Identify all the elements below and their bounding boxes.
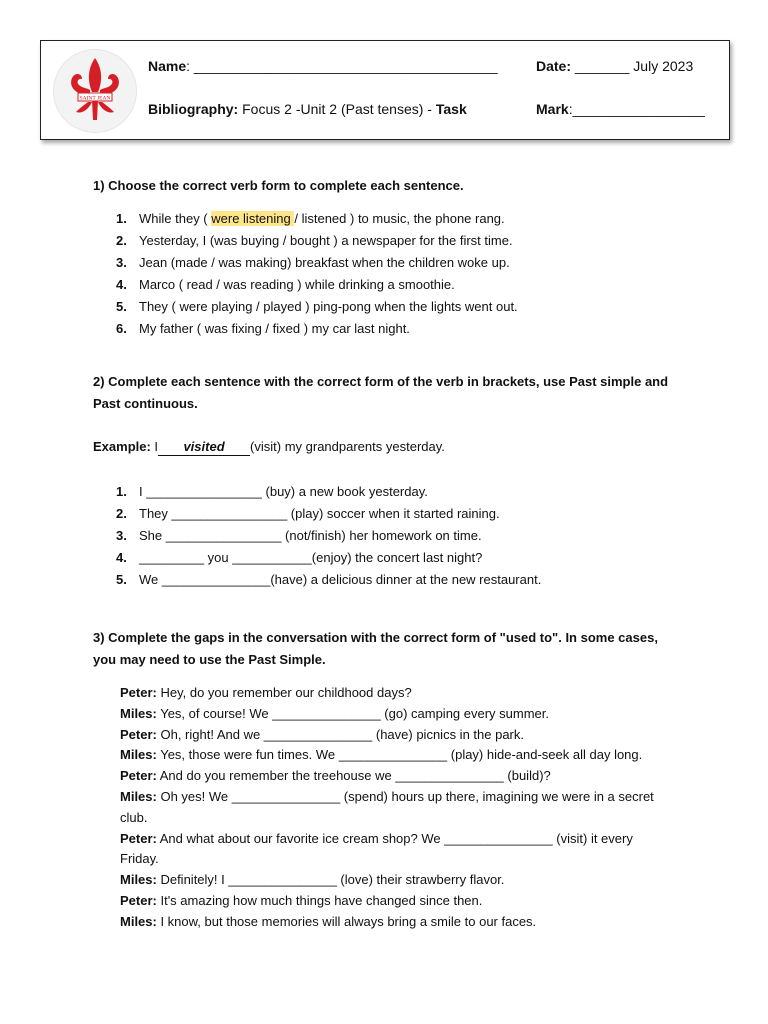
speaker-name: Miles:	[120, 788, 157, 804]
mark-field	[536, 101, 705, 117]
name-label: Name	[148, 58, 187, 74]
dialog-text: And what about our favorite ice cream shop? We _______________ (visit) it every Friday.	[120, 830, 633, 867]
speaker-name: Peter:	[120, 685, 157, 700]
bibliography-value: Focus 2 -Unit 2 (Past tenses) -	[238, 101, 436, 117]
bibliography-field	[148, 101, 467, 117]
name-blank: : _______________________________________	[186, 58, 498, 74]
dialog-text: Oh, right! And we _______________ (have) picnics in the park.	[156, 726, 524, 742]
item-number: 4.	[116, 277, 127, 292]
section-3-title: 3) Complete the gaps in the conversation with the correct form of "used to". In some cases, you may need to use the Past Simple.	[93, 630, 658, 667]
item-text: I ________________ (buy) a new book yesterday.	[139, 484, 428, 499]
speaker-name: Peter:	[120, 830, 157, 846]
date-value: _______ July 2023	[571, 58, 694, 74]
speaker-name: Peter:	[120, 726, 157, 742]
item-number: 1.	[116, 211, 127, 226]
item-text: _________ you ___________(enjoy) the concert last night?	[139, 550, 483, 565]
task-label: Task	[435, 101, 467, 117]
item-text: Marco ( read / was reading ) while drinking a smoothie.	[139, 277, 455, 292]
dialog-text: Definitely! I _______________ (love) their strawberry flavor.	[156, 872, 505, 888]
name-field	[148, 58, 498, 74]
highlighted-answer: were listening	[211, 211, 295, 226]
item-text: They ( were playing / played ) ping-pong when the lights went out.	[139, 299, 518, 314]
dialog-text: And do you remember the treehouse we _______________ (build)?	[156, 768, 551, 784]
dialog-line	[120, 745, 660, 766]
date-field	[536, 58, 693, 74]
section-1-title: 1) Choose the correct verb form to complete each sentence.	[93, 178, 464, 193]
dialog-line	[120, 725, 660, 746]
dialog-line	[120, 704, 660, 725]
item-number: 4.	[116, 550, 127, 565]
dialog-line	[120, 683, 660, 704]
item-number: 2.	[116, 506, 127, 521]
item-number: 6.	[116, 321, 127, 336]
item-text: While they ( were listening / listened ) to music, the phone rang.	[139, 211, 505, 226]
speaker-name: Miles:	[120, 913, 157, 929]
dialog-text: Yes, of course! We _______________ (go) camping every summer.	[156, 705, 550, 721]
speaker-name: Peter:	[120, 768, 157, 784]
mark-label: Mark	[536, 101, 569, 117]
dialog-line	[120, 891, 660, 912]
dialog-text: Hey, do you remember our childhood days?	[156, 685, 412, 700]
item-text: Jean (made / was making) breakfast when the children woke up.	[139, 255, 510, 270]
speaker-name: Peter:	[120, 892, 157, 908]
dialog-line	[120, 766, 660, 787]
item-text: My father ( was fixing / fixed ) my car last night.	[139, 321, 410, 336]
item-number: 5.	[116, 572, 127, 587]
item-number: 5.	[116, 299, 127, 314]
item-text: They ________________ (play) soccer when it started raining.	[139, 506, 500, 521]
logo-text: SAINT JEAN	[79, 95, 111, 102]
dialog-line	[120, 829, 660, 871]
worksheet-header	[40, 40, 730, 140]
item-text: Yesterday, I (was buying / bought ) a newspaper for the first time.	[139, 233, 513, 248]
item-text: We _______________(have) a delicious dinner at the new restaurant.	[139, 572, 542, 587]
example-sentence: Example: I visited (visit) my grandparents yesterday.	[93, 439, 445, 454]
dialog-text: Oh yes! We _______________ (spend) hours up there, imagining we were in a secret club.	[120, 788, 654, 825]
item-text: She ________________ (not/finish) her homework on time.	[139, 528, 482, 543]
dialog-text: Yes, those were fun times. We _______________ (play) hide-and-seek all day long.	[156, 747, 643, 763]
dialog-text: It's amazing how much things have changed since then.	[156, 892, 483, 908]
section-2-title: 2) Complete each sentence with the correct form of the verb in brackets, use Past simple and Past continuous.	[93, 374, 669, 411]
example-label: Example:	[93, 439, 151, 454]
example-answer: visited	[158, 439, 250, 456]
date-label: Date:	[536, 58, 572, 74]
item-number: 3.	[116, 528, 127, 543]
item-number: 1.	[116, 484, 127, 499]
dialog-line	[120, 787, 660, 829]
item-number: 3.	[116, 255, 127, 270]
dialog-text: I know, but those memories will always bring a smile to our faces.	[156, 913, 537, 929]
speaker-name: Miles:	[120, 705, 157, 721]
item-number: 2.	[116, 233, 127, 248]
speaker-name: Miles:	[120, 747, 157, 763]
bibliography-label: Bibliography:	[148, 101, 239, 117]
school-logo	[53, 49, 137, 133]
dialog-line	[120, 912, 660, 933]
mark-blank: :_________________	[568, 101, 705, 117]
speaker-name: Miles:	[120, 872, 157, 888]
dialog-line	[120, 870, 660, 891]
conversation	[120, 683, 660, 933]
fleur-de-lis-icon	[54, 50, 136, 132]
